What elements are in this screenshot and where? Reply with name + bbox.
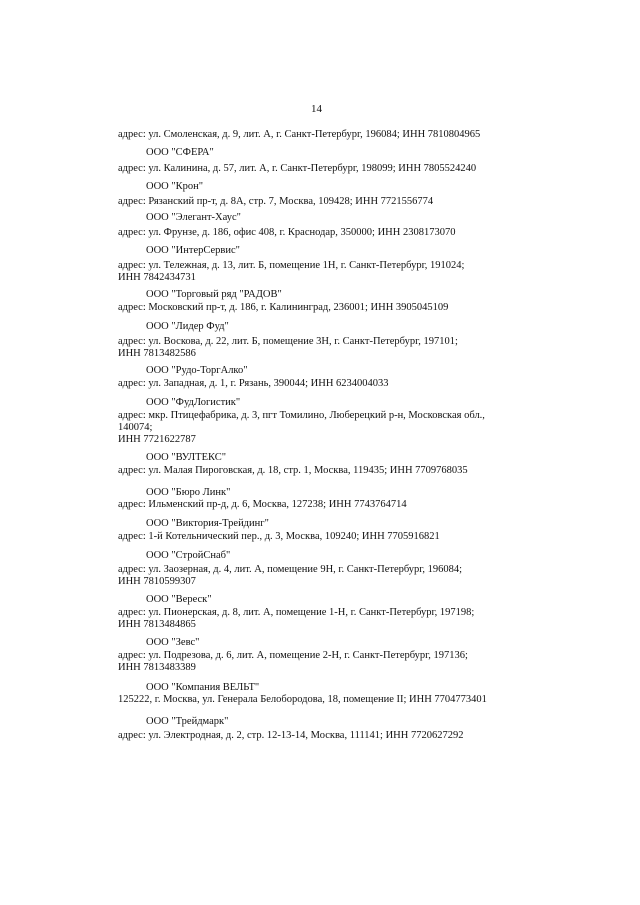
page-number: 14 xyxy=(311,103,322,115)
company-name: ООО "Крон" xyxy=(146,181,204,192)
address-line: адрес: Рязанский пр-т, д. 8А, стр. 7, Москва, 109428; ИНН 7721556774 xyxy=(118,196,434,207)
company-name: ООО "ИнтерСервис" xyxy=(146,245,240,256)
address-line: адрес: ул. Пионерская, д. 8, лит. А, помещение 1-Н, г. Санкт-Петербург, 197198; xyxy=(118,607,475,618)
address-line: 140074; xyxy=(118,422,153,433)
company-name: ООО "Элегант-Хаус" xyxy=(146,212,241,223)
address-line: ИНН 7721622787 xyxy=(118,434,196,445)
address-line: адрес: ул. Тележная, д. 13, лит. Б, помещение 1Н, г. Санкт-Петербург, 191024; xyxy=(118,260,465,271)
company-name: ООО "Компания ВЕЛЬТ" xyxy=(146,682,260,693)
company-name: ООО "Зевс" xyxy=(146,637,200,648)
address-line: адрес: ул. Западная, д. 1, г. Рязань, 390044; ИНН 6234004033 xyxy=(118,378,389,389)
company-name: ООО "Вереск" xyxy=(146,594,212,605)
company-name: ООО "Трейдмарк" xyxy=(146,716,229,727)
company-name: ООО "Рудо-ТоргАлко" xyxy=(146,365,248,376)
company-name: ООО "ВУЛТЕКС" xyxy=(146,452,227,463)
company-name: ООО "СтройСнаб" xyxy=(146,550,231,561)
address-line: адрес: ул. Электродная, д. 2, стр. 12-13-14, Москва, 111141; ИНН 7720627292 xyxy=(118,730,464,741)
company-name: ООО "Бюро Линк" xyxy=(146,487,231,498)
address-line: адрес: ул. Фрунзе, д. 186, офис 408, г. Краснодар, 350000; ИНН 2308173070 xyxy=(118,227,456,238)
address-line: ИНН 7813483389 xyxy=(118,662,196,673)
address-line: адрес: ул. Подрезова, д. 6, лит. А, помещение 2-Н, г. Санкт-Петербург, 197136; xyxy=(118,650,468,661)
address-line: адрес: ул. Воскова, д. 22, лит. Б, помещение 3Н, г. Санкт-Петербург, 197101; xyxy=(118,336,458,347)
address-line: ИНН 7842434731 xyxy=(118,272,196,283)
address-line: адрес: ул. Заозерная, д. 4, лит. А, помещение 9Н, г. Санкт-Петербург, 196084; xyxy=(118,564,463,575)
company-name: ООО "Лидер Фуд" xyxy=(146,321,229,332)
company-name: ООО "СФЕРА" xyxy=(146,147,214,158)
address-line: адрес: ул. Малая Пироговская, д. 18, стр. 1, Москва, 119435; ИНН 7709768035 xyxy=(118,465,468,476)
address-line: адрес: Ильменский пр-д, д. 6, Москва, 127238; ИНН 7743764714 xyxy=(118,499,407,510)
address-line: адрес: 1-й Котельнический пер., д. 3, Москва, 109240; ИНН 7705916821 xyxy=(118,531,440,542)
address-line: ИНН 7813482586 xyxy=(118,348,196,359)
address-line: 125222, г. Москва, ул. Генерала Белобородова, 18, помещение II; ИНН 7704773401 xyxy=(118,694,487,705)
address-line: ИНН 7810599307 xyxy=(118,576,196,587)
address-line: адрес: Московский пр-т, д. 186, г. Калининград, 236001; ИНН 3905045109 xyxy=(118,302,449,313)
address-line: адрес: ул. Калинина, д. 57, лит. А, г. Санкт-Петербург, 198099; ИНН 7805524240 xyxy=(118,163,477,174)
address-line: адрес: ул. Смоленская, д. 9, лит. А, г. Санкт-Петербург, 196084; ИНН 7810804965 xyxy=(118,129,481,140)
company-name: ООО "ФудЛогистик" xyxy=(146,397,241,408)
address-line: адрес: мкр. Птицефабрика, д. 3, пгт Томилино, Люберецкий р-н, Московская обл., xyxy=(118,410,485,421)
company-name: ООО "Торговый ряд "РАДОВ" xyxy=(146,289,282,300)
company-name: ООО "Виктория-Трейдинг" xyxy=(146,518,269,529)
address-line: ИНН 7813484865 xyxy=(118,619,196,630)
